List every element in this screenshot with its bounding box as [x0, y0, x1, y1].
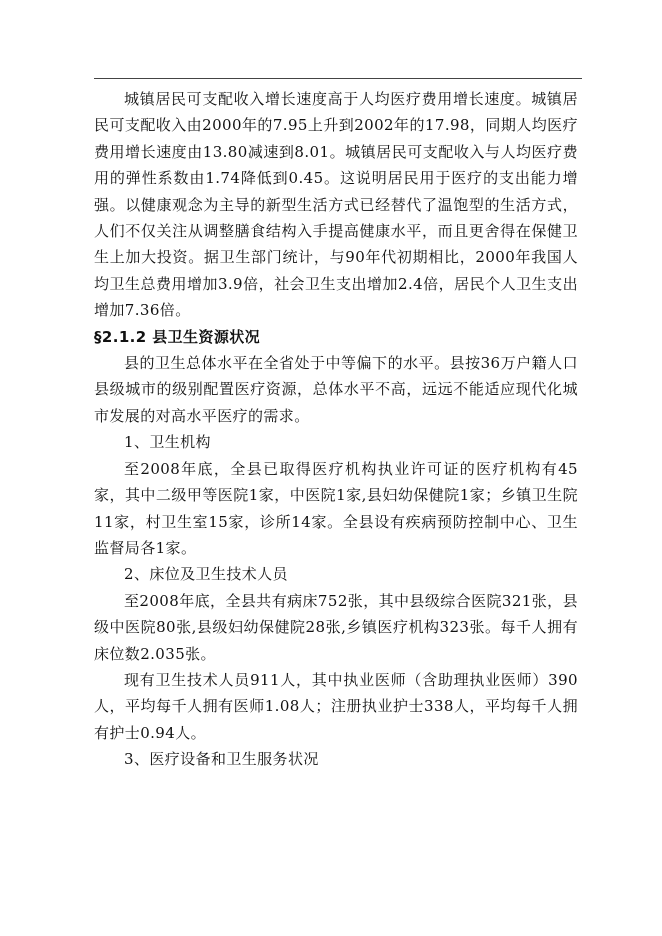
- paragraph-staff: 现有卫生技术人员911人，其中执业医师（含助理执业医师）390人，平均每千人拥有医师1.08人；注册执业护士338人，平均每千人拥有护士0.94人。: [94, 670, 578, 742]
- item-title-beds-and-staff: 2、床位及卫生技术人员: [124, 565, 288, 584]
- document-body: [94, 86, 578, 773]
- header-rule: [94, 78, 582, 79]
- item-title-health-institutions: 1、卫生机构: [124, 433, 211, 452]
- section-heading: §2.1.2 县卫生资源状况: [94, 327, 261, 346]
- paragraph-beds: 至2008年底，全县共有病床752张，其中县级综合医院321张，县级中医院80张,县级妇幼保健院28张,乡镇医疗机构323张。每千人拥有床位数2.035张。: [94, 591, 578, 663]
- paragraph-health-institutions: 至2008年底，全县已取得医疗机构执业许可证的医疗机构有45家，其中二级甲等医院1家，中医院1家,县妇幼保健院1家；乡镇卫生院11家，村卫生室15家，诊所14家。全县设有疾病预防控制中心、卫生监督局各1家。: [94, 459, 578, 557]
- paragraph-income-growth: 城镇居民可支配收入增长速度高于人均医疗费用增长速度。城镇居民可支配收入由2000年的7.95上升到2002年的17.98，同期人均医疗费用增长速度由13.80减速到8.01。城镇居民可支配收入与人均医疗费用的弹性系数由1.74降低到0.45。这说明居民用于医疗的支出能力增强。以健康观念为主导的新型生活方式已经替代了温饱型的生活方式，人们不仅关注从调整膳食结构入手提高健康水平，而且更舍得在保健卫生上加大投资。据卫生部门统计，与90年代初期相比，2000年我国人均卫生总费用增加3.9倍，社会卫生支出增加2.4倍，居民个人卫生支出增加7.36倍。: [94, 90, 578, 320]
- item-title-equipment-and-services: 3、医疗设备和卫生服务状况: [124, 750, 319, 769]
- paragraph-county-health-level: 县的卫生总体水平在全省处于中等偏下的水平。县按36万户籍人口县级城市的级别配置医疗资源，总体水平不高，远远不能适应现代化城市发展的对高水平医疗的需求。: [94, 354, 578, 425]
